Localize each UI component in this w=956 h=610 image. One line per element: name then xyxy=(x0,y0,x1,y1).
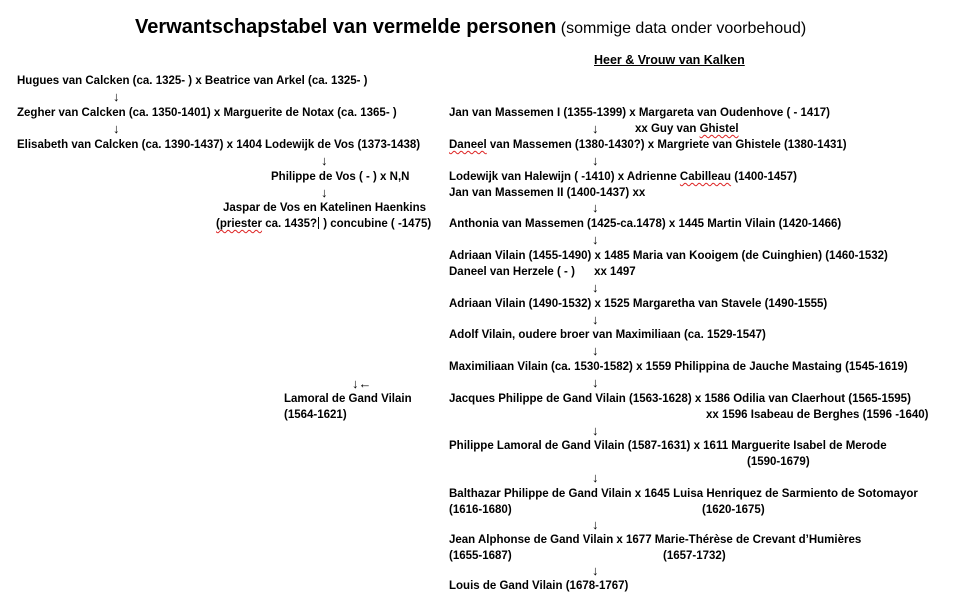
spellcheck-word: Cabilleau xyxy=(679,171,732,183)
down-arrow-icon: ↓ xyxy=(113,121,120,136)
spellcheck-word: (priester xyxy=(216,218,263,230)
right-row-10: Philippe Lamoral de Gand Vilain (1587-1631) x 1611 Marguerite Isabel de Merode xyxy=(449,440,887,452)
left-row-5a: Jaspar de Vos en Katelinen Haenkins xyxy=(223,202,427,214)
right-row-5: Adriaan Vilain (1455-1490) x 1485 Maria van Kooigem (de Cuinghien) (1460-1532) xyxy=(449,250,888,262)
right-row-11b: (1616-1680) xyxy=(449,504,512,516)
spellcheck-word: Daneel xyxy=(449,139,487,151)
right-row-5b: Daneel van Herzele ( - ) xx 1497 xyxy=(449,266,636,278)
title-sub: (sommige data onder voorbehoud) xyxy=(560,20,807,37)
left-row-5b: (priester ca. 1435? ) concubine ( -1475) xyxy=(216,218,432,230)
right-row-13: Louis de Gand Vilain (1678-1767) xyxy=(449,580,629,592)
down-arrow-icon: ↓ xyxy=(592,280,599,295)
down-arrow-icon: ↓ xyxy=(592,153,599,168)
down-arrow-icon: ↓ xyxy=(592,343,599,358)
down-arrow-icon: ↓ xyxy=(321,185,328,200)
right-row-12b: (1655-1687) xyxy=(449,550,512,562)
down-arrow-icon: ↓ xyxy=(592,200,599,215)
left-arrow-icon: ↓← xyxy=(352,376,372,391)
left-row-4: Philippe de Vos ( - ) x N,N xyxy=(271,171,410,183)
page-title xyxy=(135,16,806,39)
down-arrow-icon: ↓ xyxy=(592,470,599,485)
right-row-12: Jean Alphonse de Gand Vilain x 1677 Marie-Thérèse de Crevant d’Humières xyxy=(449,534,862,546)
right-row-9: Jacques Philippe de Gand Vilain (1563-1628) x 1586 Odilia van Claerhout (1565-1595) xyxy=(449,393,911,405)
text-cursor xyxy=(318,217,319,229)
down-arrow-icon: ↓ xyxy=(592,312,599,327)
right-row-3: Lodewijk van Halewijn ( -1410) x Adrienne Cabilleau (1400-1457) xyxy=(449,171,797,183)
right-row-9b: xx 1596 Isabeau de Berghes (1596 -1640) xyxy=(706,409,929,421)
right-row-2: Daneel van Massemen (1380-1430?) x Margriete van Ghistele (1380-1431) xyxy=(449,139,847,151)
down-arrow-icon: ↓ xyxy=(113,89,120,104)
title-main: Verwantschapstabel van vermelde personen xyxy=(135,16,557,38)
down-arrow-icon: ↓ xyxy=(592,517,599,532)
down-arrow-icon: ↓ xyxy=(321,153,328,168)
spellcheck-word: Ghistel xyxy=(699,123,739,135)
lamoral-name: Lamoral de Gand Vilain xyxy=(284,393,412,405)
right-row-3b: Jan van Massemen II (1400-1437) xx xyxy=(449,187,646,199)
right-row-12c: (1657-1732) xyxy=(663,550,726,562)
down-arrow-icon: ↓ xyxy=(592,563,599,578)
left-row-1: Hugues van Calcken (ca. 1325- ) x Beatrice van Arkel (ca. 1325- ) xyxy=(17,75,368,87)
right-row-4: Anthonia van Massemen (1425-ca.1478) x 1445 Martin Vilain (1420-1466) xyxy=(449,218,842,230)
lamoral-dates: (1564-1621) xyxy=(284,409,347,421)
down-arrow-icon: ↓ xyxy=(592,375,599,390)
right-row-1: Jan van Massemen I (1355-1399) x Margareta van Oudenhove ( - 1417) xyxy=(449,107,830,119)
right-row-11: Balthazar Philippe de Gand Vilain x 1645 Luisa Henriquez de Sarmiento de Sotomayor xyxy=(449,488,918,500)
down-arrow-icon: ↓ xyxy=(592,121,599,136)
right-row-8: Maximiliaan Vilain (ca. 1530-1582) x 1559 Philippina de Jauche Mastaing (1545-1619) xyxy=(449,361,908,373)
left-row-2: Zegher van Calcken (ca. 1350-1401) x Marguerite de Notax (ca. 1365- ) xyxy=(17,107,397,119)
right-row-7: Adolf Vilain, oudere broer van Maximiliaan (ca. 1529-1547) xyxy=(449,329,766,341)
left-row-3: Elisabeth van Calcken (ca. 1390-1437) x 1404 Lodewijk de Vos (1373-1438) xyxy=(17,139,421,151)
down-arrow-icon: ↓ xyxy=(592,423,599,438)
right-row-1b: xx Guy van Ghistel xyxy=(635,123,739,135)
right-column-header: Heer & Vrouw van Kalken xyxy=(594,53,745,67)
right-row-6: Adriaan Vilain (1490-1532) x 1525 Margaretha van Stavele (1490-1555) xyxy=(449,298,828,310)
right-row-10b: (1590-1679) xyxy=(747,456,810,468)
right-row-11c: (1620-1675) xyxy=(702,504,765,516)
down-arrow-icon: ↓ xyxy=(592,232,599,247)
